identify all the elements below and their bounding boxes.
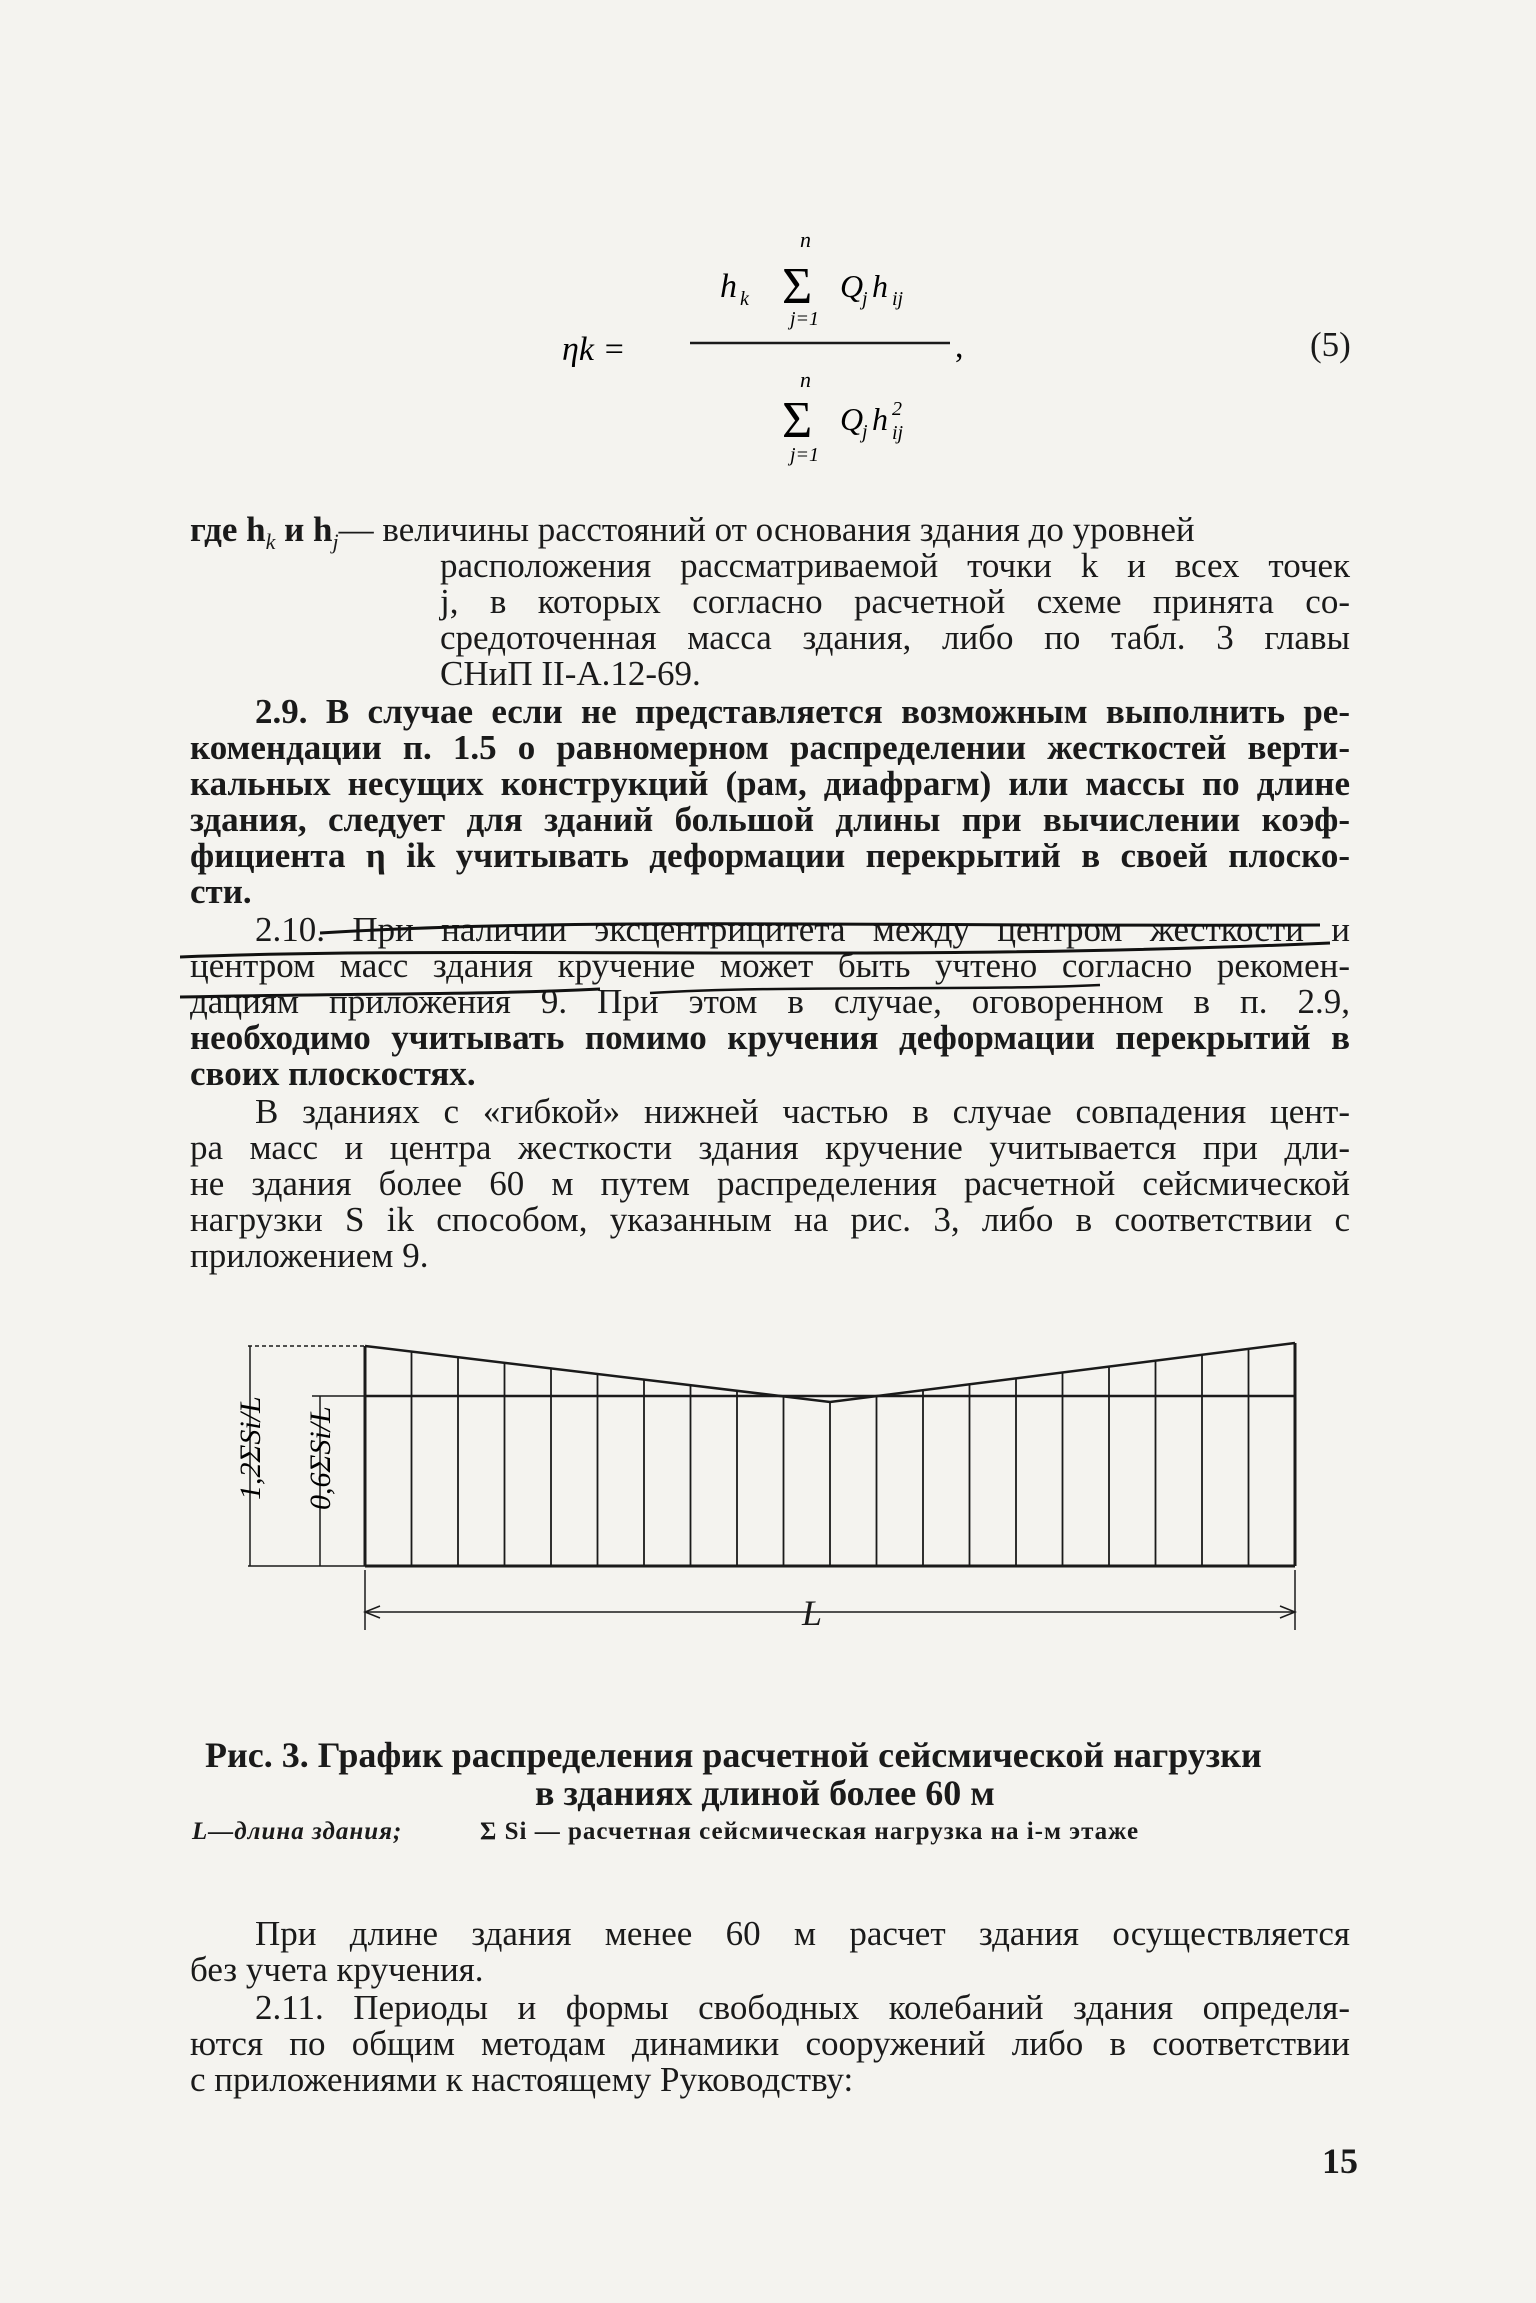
formula-den-h-sub: ij xyxy=(892,422,904,444)
where-lead-rest: — величины расстояний от основания здания до уровней xyxy=(338,510,1195,549)
figure-legend-length: L—длина здания; xyxy=(192,1818,403,1845)
p-flex-line: ра масс и центра жесткости здания кручение учитывается при дли- xyxy=(190,1128,1350,1167)
p210-line: необходимо учитывать помимо кручения деформации перекрытий в xyxy=(190,1018,1350,1057)
where-lead-sub2: j xyxy=(332,529,339,554)
formula-sum-lower-num: j=1 xyxy=(790,308,820,330)
formula-num-q: Q xyxy=(840,268,864,304)
where-lead-sub: k xyxy=(265,529,276,554)
p211-line: ются по общим методам динамики сооружений либо в соответствии xyxy=(190,2024,1350,2063)
p210-line: дациям приложения 9. При этом в случае, оговоренном в п. 2.9, xyxy=(190,982,1350,1021)
where-lead: где h xyxy=(190,510,266,549)
figure-3-diagram xyxy=(220,1340,1350,1650)
label-length: L xyxy=(802,1593,823,1633)
p29-line: 2.9. В случае если не представляется возможным выполнить ре- xyxy=(255,692,1350,731)
formula-comma: , xyxy=(955,328,964,365)
where-lead-and: и h xyxy=(284,510,333,549)
figure-caption-line1: Рис. 3. График распределения расчетной сейсмической нагрузки xyxy=(205,1735,1262,1775)
formula-den-q: Q xyxy=(840,401,864,437)
p-short-line: без учета кручения. xyxy=(190,1950,484,1989)
formula-num-h-sub: k xyxy=(740,288,749,310)
where-line: средоточенная масса здания, либо по табл. 3 главы xyxy=(440,618,1350,657)
where-line: расположения рассматриваемой точки k и всех точек xyxy=(440,546,1350,585)
page-number: 15 xyxy=(1322,2141,1358,2181)
label-uniform-load: 0,6ΣSi/L xyxy=(304,1406,337,1510)
formula-5 xyxy=(560,225,1120,470)
p211-line: 2.11. Периоды и формы свободных колебаний здания определя- xyxy=(255,1988,1350,2027)
equation-number: (5) xyxy=(1310,325,1351,364)
formula-num-h: h xyxy=(720,268,737,305)
formula-sigma-den: Σ xyxy=(782,392,813,449)
p210-line: центром масс здания кручение может быть учтено согласно рекомен- xyxy=(190,946,1350,985)
handwritten-strikethrough xyxy=(180,905,1360,1015)
p29-line: фициента η ik учитывать деформации перекрытий в своей плоско- xyxy=(190,836,1350,875)
label-top-load: 1,2ΣSi/L xyxy=(234,1396,267,1500)
p-flex-line: приложением 9. xyxy=(190,1236,429,1275)
formula-num-h2: h xyxy=(872,268,888,304)
formula-sum-upper-num: n xyxy=(800,227,811,252)
formula-sum-lower-den: j=1 xyxy=(790,444,820,466)
p29-line: здания, следует для зданий большой длины при вычислении коэф- xyxy=(190,800,1350,839)
p-flex-line: В зданиях с «гибкой» нижней частью в случае совпадения цент- xyxy=(255,1092,1350,1131)
p29-line: комендации п. 1.5 о равномерном распределении жесткостей верти- xyxy=(190,728,1350,767)
formula-sum-upper-den: n xyxy=(800,367,811,392)
formula-den-h-sup: 2 xyxy=(892,398,902,420)
formula-num-q-sub: j xyxy=(862,288,868,310)
formula-den-q-sub: j xyxy=(862,421,868,443)
formula-lhs: ηk = xyxy=(562,331,626,368)
p-flex-line: нагрузки S ik способом, указанным на рис. 3, либо в соответствии с xyxy=(190,1200,1350,1239)
p210-line: 2.10. При наличии эксцентрицитета между центром жесткости и xyxy=(255,910,1350,949)
p-flex-line: не здания более 60 м путем распределения расчетной сейсмической xyxy=(190,1164,1350,1203)
hatching xyxy=(412,1349,1249,1566)
formula-den-h: h xyxy=(872,401,888,437)
p210-line: своих плоскостях. xyxy=(190,1054,476,1093)
where-line: СНиП II-А.12-69. xyxy=(440,654,701,693)
formula-graphic xyxy=(560,225,1120,470)
formula-sigma-num: Σ xyxy=(782,258,813,315)
p-short-line: При длине здания менее 60 м расчет здания осуществляется xyxy=(255,1914,1350,1953)
formula-num-h2-sub: ij xyxy=(892,288,904,310)
where-line: j, в которых согласно расчетной схеме принята со- xyxy=(440,582,1350,621)
p29-line: кальных несущих конструкций (рам, диафрагм) или массы по длине xyxy=(190,764,1350,803)
figure-caption-line2: в зданиях длиной более 60 м xyxy=(535,1773,995,1813)
p211-line: с приложениями к настоящему Руководству: xyxy=(190,2060,854,2099)
p29-line: сти. xyxy=(190,872,252,911)
figure-legend-load: Σ Si — расчетная сейсмическая нагрузка на i-м этаже xyxy=(480,1818,1140,1845)
